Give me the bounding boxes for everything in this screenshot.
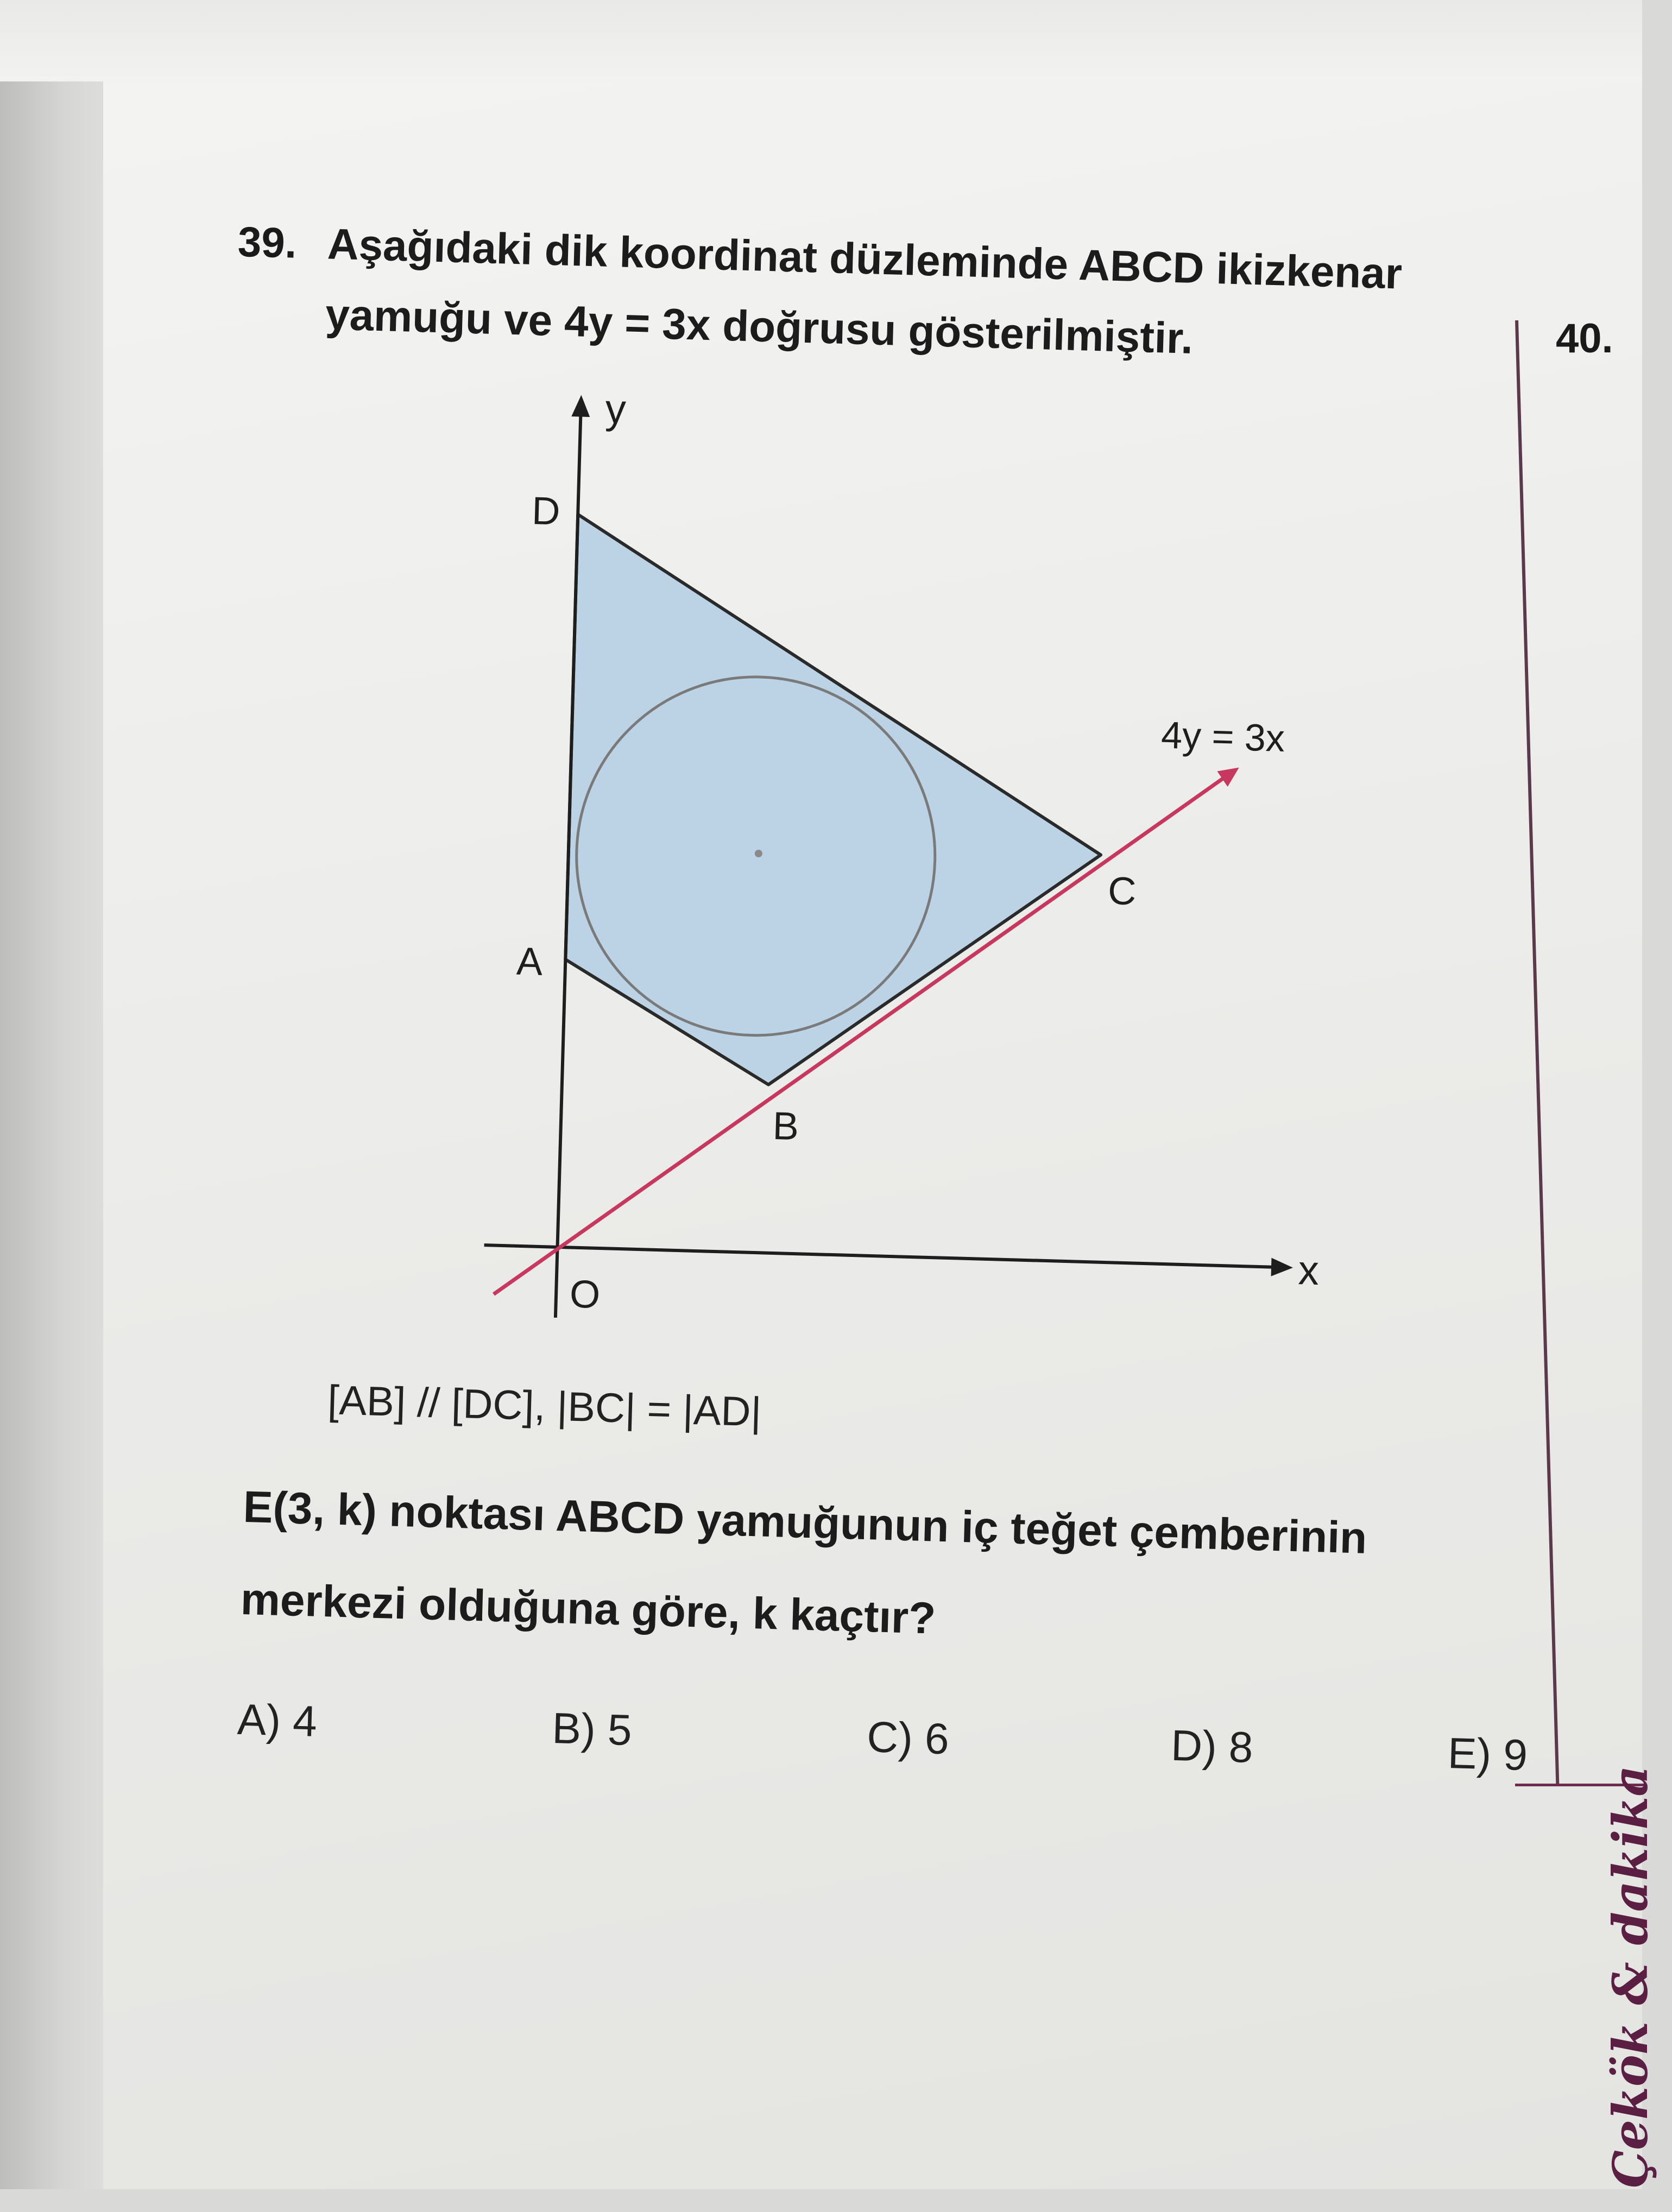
x-axis — [484, 1245, 1277, 1267]
y-axis-arrow — [571, 395, 590, 417]
vertex-d-label: D — [531, 489, 561, 534]
choice-d[interactable]: D) 8 — [1170, 1721, 1254, 1772]
trapezoid-abcd — [562, 514, 1110, 1094]
question-number: 39. — [237, 217, 298, 267]
axis-y-label: y — [604, 385, 627, 433]
x-axis-arrow — [1271, 1258, 1294, 1277]
question-prompt — [239, 1461, 1548, 1682]
vertex-b-label: B — [772, 1104, 800, 1149]
condition-text: [AB] // [DC], |BC| = |AD| — [327, 1377, 762, 1436]
vertex-c-label: C — [1107, 869, 1137, 914]
prompt-line-1: E(3, k) noktası ABCD yamuğunun iç teğet çemberinin — [242, 1482, 1368, 1563]
vertex-a-label: A — [516, 939, 544, 984]
stem-line-2: yamuğu ve 4y = 3x doğrusu gösterilmiştir. — [325, 290, 1194, 363]
next-question-number: 40. — [1556, 315, 1613, 362]
choice-e[interactable]: E) 9 — [1447, 1729, 1529, 1780]
choice-a[interactable]: A) 4 — [236, 1695, 318, 1746]
origin-label: O — [569, 1272, 601, 1317]
stem-line-1: Aşağıdaki dik koordinat düzleminde ABCD ikizkenar — [326, 219, 1403, 298]
choice-b[interactable]: B) 5 — [551, 1703, 633, 1755]
axis-x-label: x — [1297, 1247, 1320, 1294]
prompt-line-2: merkezi olduğuna göre, k kaçtır? — [239, 1574, 937, 1644]
publisher-brand: Çekök & dakika — [1602, 1765, 1658, 2188]
line-equation-label: 4y = 3x — [1160, 713, 1285, 760]
choice-c[interactable]: C) 6 — [866, 1712, 950, 1764]
line-arrow — [1217, 767, 1239, 787]
